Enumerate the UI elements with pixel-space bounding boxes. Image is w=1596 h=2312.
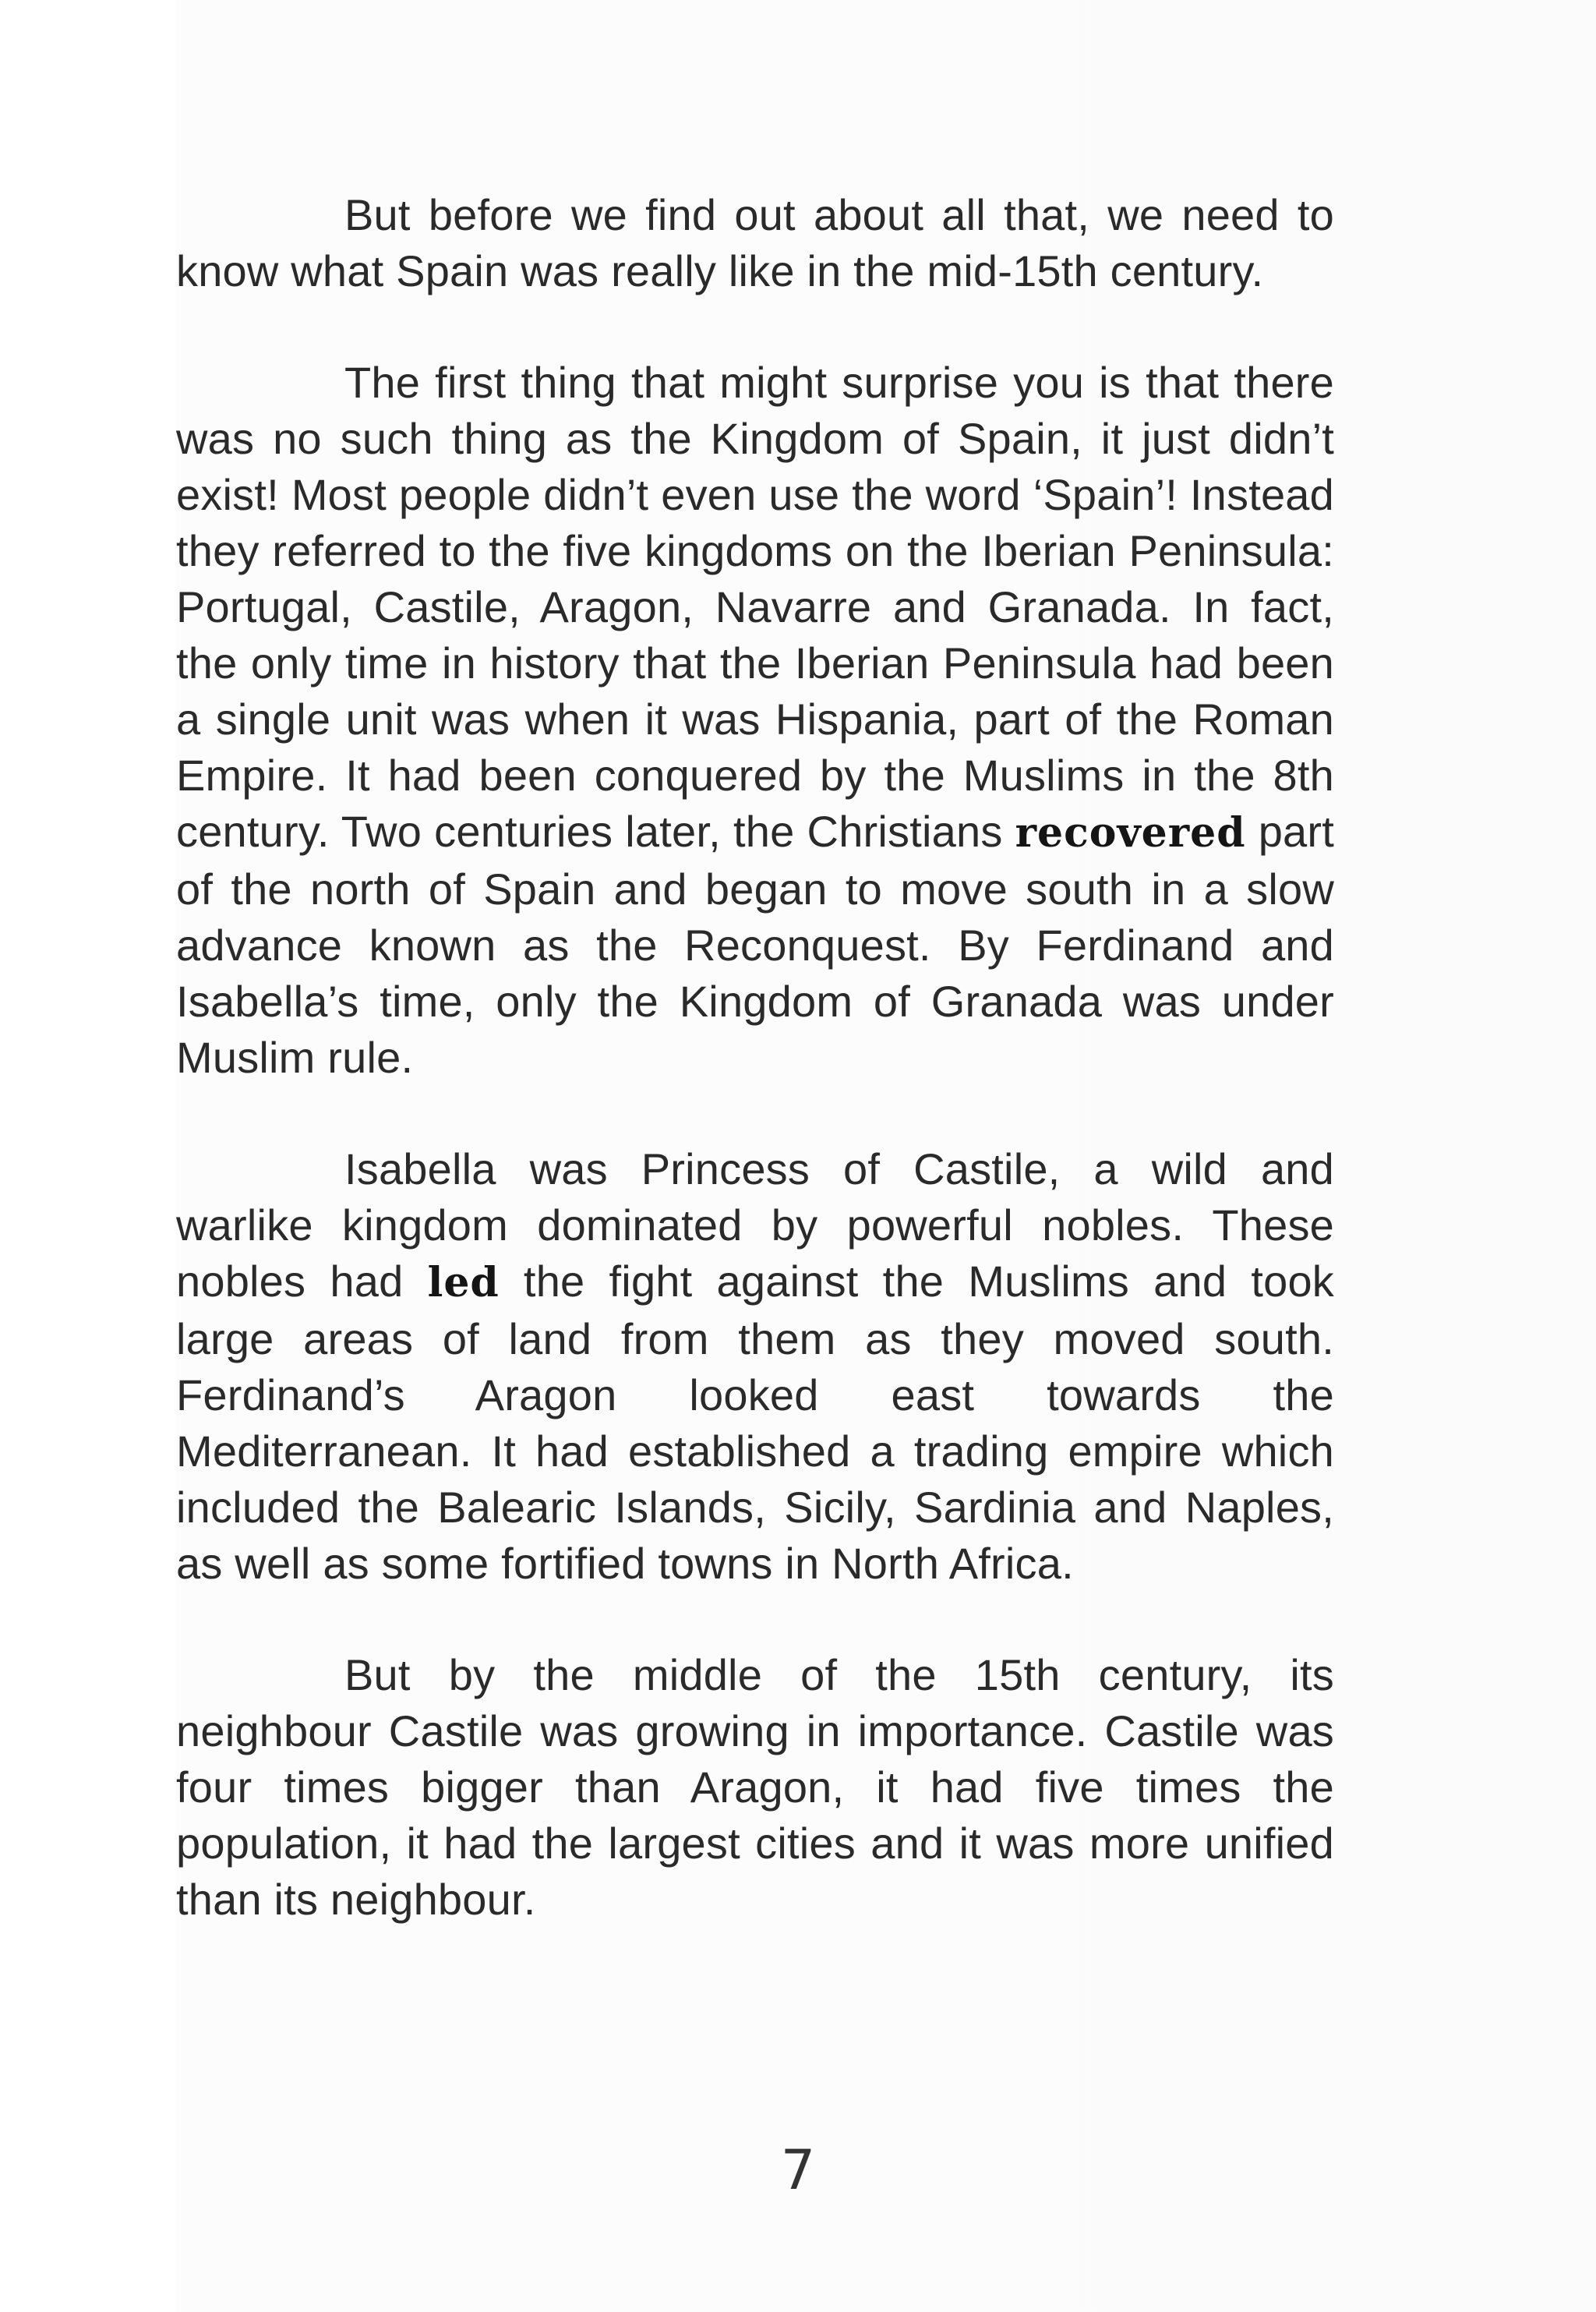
body-text (176, 187, 1334, 1928)
paragraph-text: part of the north of Spain and began to move south in a slow advance known as the Reconquest. By Ferdinand and Isabella’s time, only the Kingdom of Granada was under Muslim rule. (176, 807, 1334, 1082)
vocabulary-word: recovered (1015, 809, 1246, 857)
paragraph (176, 187, 1334, 299)
paragraph-text: But by the middle of the 15th century, its neighbour Castile was growing in importance. Castile was four times bigger than Aragon, it had five times the population, it had the largest cities and it was more unified than its neighbour. (176, 1650, 1334, 1924)
paragraph (176, 1141, 1334, 1592)
paragraph (176, 1647, 1334, 1928)
page-number: 7 (780, 2138, 816, 2202)
paragraph (176, 355, 1334, 1086)
vocabulary-word: led (427, 1259, 500, 1306)
paragraph-text: the fight against the Muslims and took large areas of land from them as they moved south. Ferdinand’s Aragon looked east towards the Mediterranean. It had established a trading empire which included the Balearic Islands, Sicily, Sardinia and Naples, as well as some fortified towns in North Africa. (176, 1257, 1335, 1588)
paragraph-text: The first thing that might surprise you is that there was no such thing as the Kingdom of Spain, it just didn’t exist! Most people didn’t even use the word ‘Spain’! Instead they referred to the five kingdoms on the Iberian Peninsula: Portugal, Castile, Aragon, Navarre and Granada. In fact, the only time in history that the Iberian Peninsula had been a single unit was when it was Hispania, part of the Roman Empire. It had been conquered by the Muslims in the 8th century. Two centuries later, the Christians (176, 358, 1334, 856)
paragraph-text: Isabella was Princess of Castile, a wild and warlike kingdom dominated by powerful nobles. These nobles had (176, 1144, 1334, 1306)
paragraph-text: But before we find out about all that, we need to know what Spain was really like in the mid-15th century. (176, 190, 1334, 295)
